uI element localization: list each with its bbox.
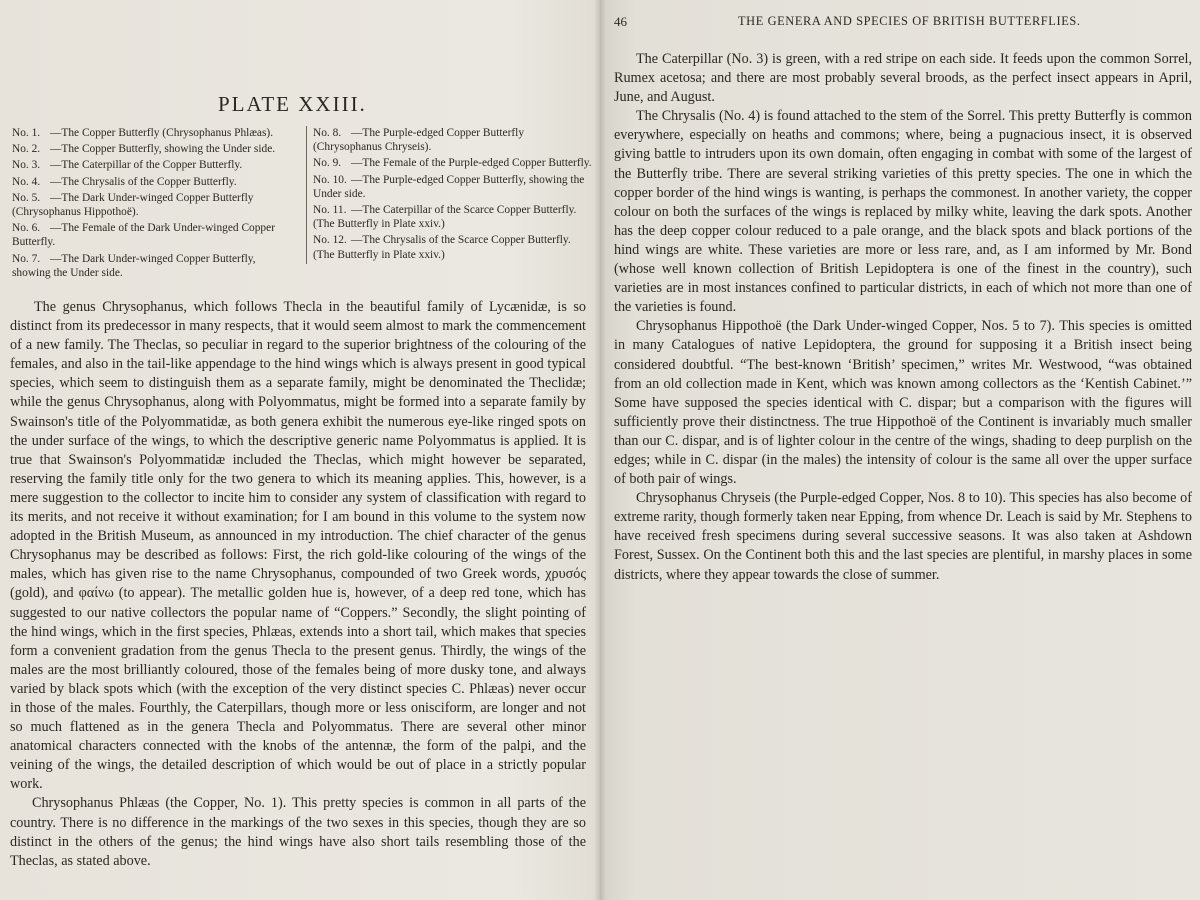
plate-caption: —The Chrysalis of the Copper Butterfly. (50, 175, 237, 188)
paragraph: The genus Chrysophanus, which follows Thecla in the beautiful family of Lycænidæ, is so distinct from its predecessor in many respects, that it would seem almost to mark the commencement of a new family. The Theclas, so peculiar in regard to the superior brightness of the colouring of the females, and also in the tail-like appendage to the hind wings which is always present in good typical species, which seem to distinguish them as a separate family, might be denominated the Theclidæ; while the genus Chrysophanus, along with Polyommatus, might be formed into a separate family by Swainson's title of the Polyommatidæ, as both genera exhibit the numerous eye-like ringed spots on the under surface of the wings, to which the descriptive generic name Polyommatus is applied. It is true that Swainson's Polyommatidæ included the Theclas, which might however be separated, reserving the family title only for the two genera to which its meaning applies. This, however, is a mere suggestion to the collector to incite him to consider any system of classification with regard to its merits, and not receive it without examination; for I am bound in this volume to the system now adopted in the British Museum, as announced in my introduction. The chief character of the genus Chrysophanus may be described as follows: First, the rich gold-like colouring of the wings of the males, which has given rise to the name Chrysophanus, compounded of two Greek words, χρυσός (gold), and φαίνω (to appear). The metallic golden hue is, however, of a deep red tone, which has suggested to our native collectors the popular name of “Coppers.” Secondly, the slight pointing of the hind wings, which in the first species, Phlæas, extends into a short tail, which makes that species form a convenient gradation from the genus Thecla to the present genus. Thirdly, the wings of the males are the most brilliantly coloured, those of the females being of more dusky tone, and always varied by black spots which (with the exception of the very distinct species C. Phlæas) never occur in those of the males. Fourthly, the Caterpillars, though more or less onisciform, are longer and not so much flattened as in the genera Thecla and Polyommatus. There are several other minor anatomical characters connected with the knobs of the antennæ, the form of the palpi, and the veining of the wings, the detailed description of which would be out of place in a strictly popular work. (10, 299, 586, 793)
paragraph: Chrysophanus Phlæas (the Copper, No. 1). This pretty species is common in all parts of the country. There is no difference in the markings of the two sexes in this species, though they are so distinct in the others of the genus; the hind wings have also short tails resembling those of the Theclas, as stated above. (10, 795, 586, 869)
plate-item (12, 191, 284, 219)
plate-number: No. 10. (313, 173, 347, 186)
plate-item (313, 156, 595, 170)
running-title: THE GENERA AND SPECIES OF BRITISH BUTTERFLIES. (738, 14, 1081, 28)
paragraph: The Caterpillar (No. 3) is green, with a red stripe on each side. It feeds upon the common Sorrel, Rumex acetosa; and there are most probably several broods, as the perfect insect appears in April, June, and August. (614, 51, 1192, 106)
plate-number: No. 7. (12, 252, 41, 265)
plate-item (313, 173, 595, 201)
book-gutter (594, 0, 606, 900)
plate-caption: —The Dark Under-winged Copper Butterfly (Chrysophanus Hippothoë). (12, 191, 254, 219)
plate-caption: —The Female of the Dark Under-winged Copper Butterfly. (12, 222, 275, 249)
plate-caption: —The Purple-edged Copper Butterfly, showing the Under side. (313, 173, 585, 200)
plate-item (12, 175, 284, 189)
plate-item (313, 126, 595, 154)
plate-number: No. 2. (12, 143, 41, 156)
plate-number: No. 4. (12, 175, 41, 188)
plate-caption: —The Copper Butterfly, showing the Under side. (50, 143, 276, 156)
plate-caption: —The Caterpillar of the Copper Butterfly. (50, 159, 243, 172)
plate-number: No. 8. (313, 127, 342, 139)
plate-number: No. 3. (12, 159, 41, 172)
plate-list-right (306, 126, 595, 264)
paragraph: Chrysophanus Chryseis (the Purple-edged Copper, Nos. 8 to 10). This species has also become of extreme rarity, though formerly taken near Epping, from whence Dr. Leach is said by Mr. Stephens to have received fresh specimens during several successive seasons. It was also taken at Ashdown Forest, Sussex. On the Continent both this and the last species are plentiful, in marshy places in some districts, where they appear towards the close of summer. (614, 490, 1192, 583)
left-body-text (10, 298, 586, 871)
plate-number: No. 1. (12, 127, 41, 139)
plate-number: No. 5. (12, 191, 41, 204)
page-number: 46 (614, 14, 627, 29)
paragraph: Chrysophanus Hippothoë (the Dark Under-winged Copper, Nos. 5 to 7). This species is omitted in many Catalogues of native Lepidoptera, the ground for supposing it a British insect being considered doubtful. “The best-known ‘British’ specimen,” writes Mr. Westwood, “was obtained from an old collection made in Kent, which was known among collectors as the ‘Kentish Cabinet.’” Some have supposed the species identical with C. dispar; but a comparison with the figures will sufficiently prove their distinctness. The true Hippothoë of the Continent is invariably much smaller than our C. dispar, and is of lighter colour in the centre of the wings, shading to deep purplish on the edges; while in C. dispar (in the males) the intensity of colour is the same all over the upper surface of both pair of wings. (614, 318, 1192, 488)
plate-item (12, 126, 284, 140)
plate-number: No. 9. (313, 157, 342, 170)
plate-number: No. 11. (313, 204, 347, 217)
plate-list-left (12, 126, 284, 282)
right-body-text (614, 50, 1192, 585)
plate-number: No. 12. (313, 234, 347, 247)
plate-caption: —The Caterpillar of the Scarce Copper Butterfly. (The Butterfly in Plate xxiv.) (313, 204, 577, 231)
plate-caption: —The Purple-edged Copper Butterfly (Chrysophanus Chryseis). (313, 127, 525, 154)
plate-caption: —The Copper Butterfly (Chrysophanus Phlæas). (50, 127, 274, 139)
plate-title: PLATE XXIII. (218, 92, 367, 116)
plate-item (12, 158, 284, 172)
plate-item (313, 233, 595, 261)
plate-item (12, 142, 284, 156)
plate-caption: —The Female of the Purple-edged Copper Butterfly. (351, 157, 592, 170)
plate-item (313, 203, 595, 231)
plate-caption: —The Dark Under-winged Copper Butterfly, showing the Under side. (12, 252, 256, 279)
paragraph: The Chrysalis (No. 4) is found attached to the stem of the Sorrel. This pretty Butterfly is common everywhere, especially on heaths and commons; where, being a pugnacious insect, it is observed giving battle to intruders upon its own domain, often engaging in combat with some of the largest of the Butterfly tribe. There are several striking varieties of this pretty species. The one in which the copper border of the hind wings is wanting, is perhaps the commonest. In another variety, the copper colour on both the surfaces of the wings is replaced by milky white, leaving the dark spots. Another has the deep copper colour reduced to a pale orange, and the black spots and black portions of the hind wings are white. These varieties are more or less rare, and, as I am informed by Mr. Bond (whose well known collection of British Lepidoptera is one of the finest in the country), such varieties are in most instances confined to particular districts, in each of which not more than one of the varieties is found. (614, 108, 1192, 316)
plate-item (12, 221, 284, 249)
plate-caption: —The Chrysalis of the Scarce Copper Butterfly. (The Butterfly in Plate xxiv.) (313, 234, 571, 261)
plate-number: No. 6. (12, 222, 41, 235)
plate-item (12, 252, 284, 280)
